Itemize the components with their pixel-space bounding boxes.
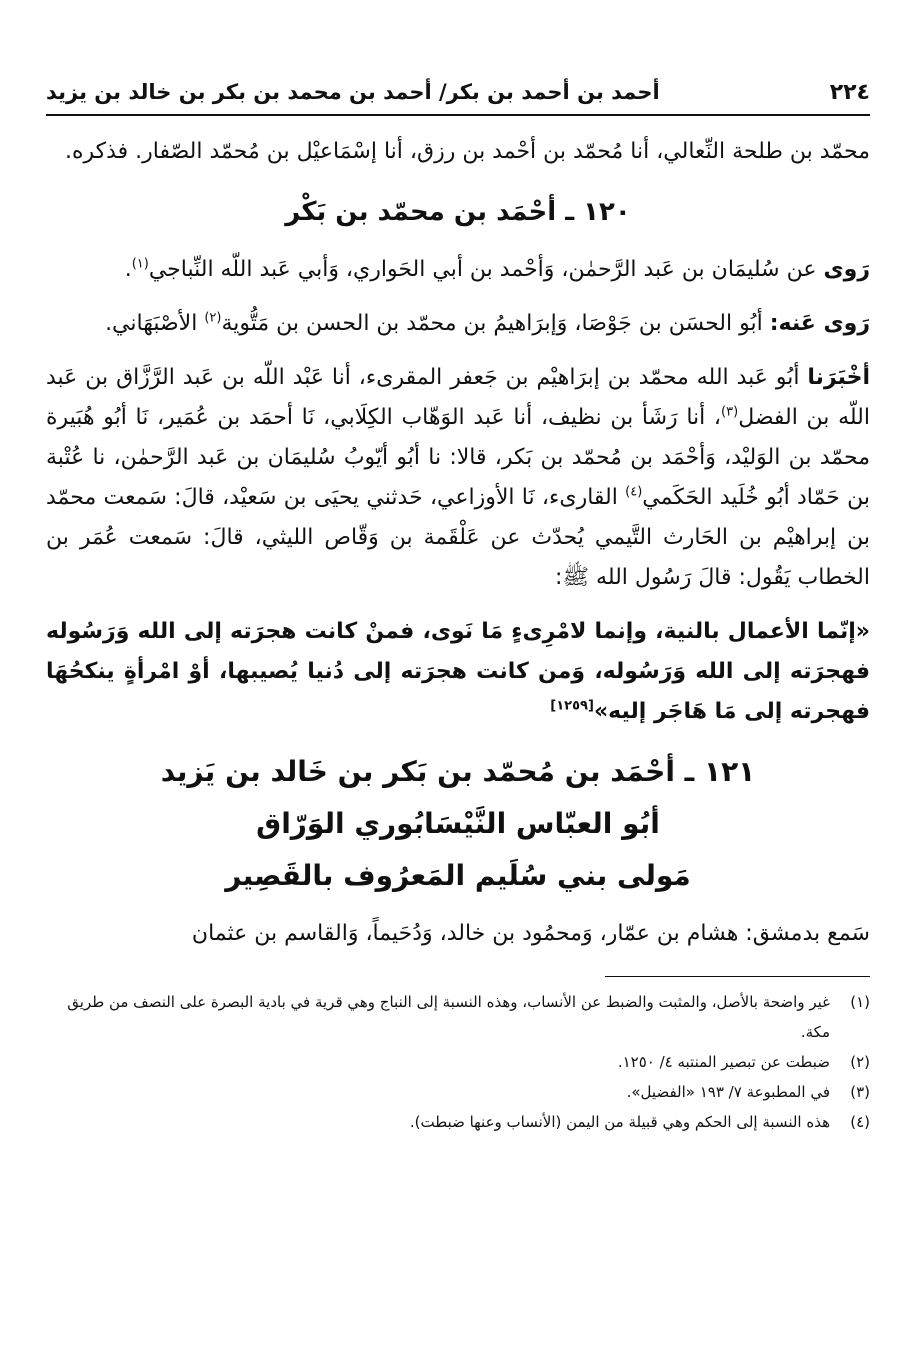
entry-120-riwaya: رَوى عن سُليمَان بن عَبد الرَّحمٰن، وَأحْمد بن أبي الحَواري، وَأبي عَبد اللّه النِّباجي$^{(١)}$. [124, 256, 870, 282]
isnad-part-3: القارىء، نَا الأوزاعي، حَدثني يحيَى بن سَعيْد، قالَ: سَمعت محمّد بن إبراهيْم بن الحَارث التَّيمي يُحدّث عن عَلْقَمة بن وَقّاص الليثي، قالَ: سَمعت عُمَر بن الخطاب يَقُول: قالَ رَسُول الله ﷺ: [46, 485, 870, 590]
entry-121-title-line-3: مَولى بني سُلَيم المَعرُوف بالقَصِير [225, 859, 691, 892]
riwaya-text: عن سُليمَان بن عَبد الرَّحمٰن، وَأحْمد بن أبي الحَواري، وَأبي عَبد اللّه النِّباجي [148, 257, 817, 282]
rawa-anhu-end: الأصْبَهَاني. [105, 311, 198, 336]
footnote-separator [605, 976, 870, 977]
riwaya-lead: رَوى [823, 257, 870, 282]
entry-121-title-line-1: ١٢١ ـ أحْمَد بن مُحمّد بن بَكر بن خَالد بن يَزيد [160, 755, 756, 788]
page-header [46, 70, 870, 116]
entry-120-title: ١٢٠ ـ أحْمَد بن محمّد بن بَكْر [285, 197, 631, 227]
rawa-anhu-lead: رَوى عَنه: [769, 311, 870, 336]
rawa-anhu-text: أبُو الحسَن بن جَوْصَا، وَإبرَاهيمُ بن محمّد بن الحسن بن مَتُّوية [221, 311, 763, 336]
isnad-lead: أخْبَرَنا [807, 365, 871, 390]
footnote-text: ضبطت عن تبصير المنتبه ٤/ ١٢٥٠. [617, 1053, 830, 1071]
running-title: أحمد بن أحمد بن بكر/ أحمد بن محمد بن بكر بن خالد بن يزيد [46, 80, 660, 104]
footnote [46, 1107, 870, 1137]
footnote-text: هذه النسبة إلى الحكم وهي قبيلة من اليمن (الأنساب وعنها ضبطت). [409, 1113, 830, 1131]
entry-121-title [46, 746, 870, 902]
footnote-text: في المطبوعة ٧/ ١٩٣ «الفضيل». [626, 1083, 830, 1101]
footnote-number: (٤) [850, 1113, 870, 1131]
continuation-paragraph: محمّد بن طلحة النِّعالي، أنا مُحمّد بن أحْمد بن رزق، أنا إسْمَاعيْل بن مُحمّد الصّفار. فذكره. [64, 139, 870, 164]
footnote-number: (٢) [850, 1053, 870, 1071]
isnad-paragraph [46, 358, 870, 598]
isnad-part-2: ، أنا رَشَأ بن نظيف، أنا عَبد الوَهّاب الكِلَابي، نَا أحمَد بن عُمَير، نَا أبُو هُبَيرة محمّد بن الوَليْد، وَأحْمَد بن مُحمّد بن بَكر، قالا: نا أبُو أيّوبُ سُليمَان بن عَبد الرَّحمٰن، نا عُتْبة بن حَمّاد أبُو خُلَيد الحَكَمي [46, 405, 870, 510]
isnad-part-1: أبُو عَبد الله محمّد بن إبرَاهيْم بن جَعفر المقرىء، أنا عَبْد اللّه بن عَبد الرَّزَّاق بن عَبد اللّه بن الفضل [46, 365, 870, 430]
footnote-ref-1: (١) [131, 256, 149, 272]
hadith-reference: [١٢٥٩] [550, 698, 594, 714]
footnote-ref-2: (٢) [204, 310, 222, 326]
page-number: ٢٢٤ [829, 79, 870, 105]
footnote-ref-4: (٤) [625, 484, 643, 500]
hadith-text: «إنّما الأعمال بالنية، وإنما لامْرِىءٍ مَا نَوى، فمنْ كانت هجرَته إلى الله وَرَسُوله فهجرَته إلى الله وَرَسُوله، وَمن كانت هجرَته إلى دُنيا يُصيبها، أوْ امْرأةٍ ينكحُهَا فهجرته إلى مَا هَاجَر إليه» [46, 619, 870, 724]
hadith-paragraph [46, 612, 870, 732]
footnotes [46, 987, 870, 1137]
footnote [46, 987, 870, 1047]
entry-120-rawa-anhu [46, 304, 870, 344]
footnote [46, 1047, 870, 1077]
footnote-text: غير واضحة بالأصل، والمثبت والضبط عن الأنساب، وهذه النسبة إلى النباج وهي قرية في بادية البصرة على النصف من طريق مكة. [67, 993, 830, 1041]
footnote-number: (٣) [850, 1083, 870, 1101]
entry-121-title-line-2: أبُو العبّاس النَّيْسَابُوري الوَرّاق [256, 807, 660, 840]
footnote [46, 1077, 870, 1107]
footnote-ref-3: (٣) [721, 404, 739, 420]
footnote-number: (١) [850, 993, 870, 1011]
entry-121-first-line: سَمع بدمشق: هشام بن عمّار، وَمحمُود بن خالد، وَدُحَيماً، وَالقاسم بن عثمان [191, 921, 870, 946]
book-page [46, 70, 870, 1137]
